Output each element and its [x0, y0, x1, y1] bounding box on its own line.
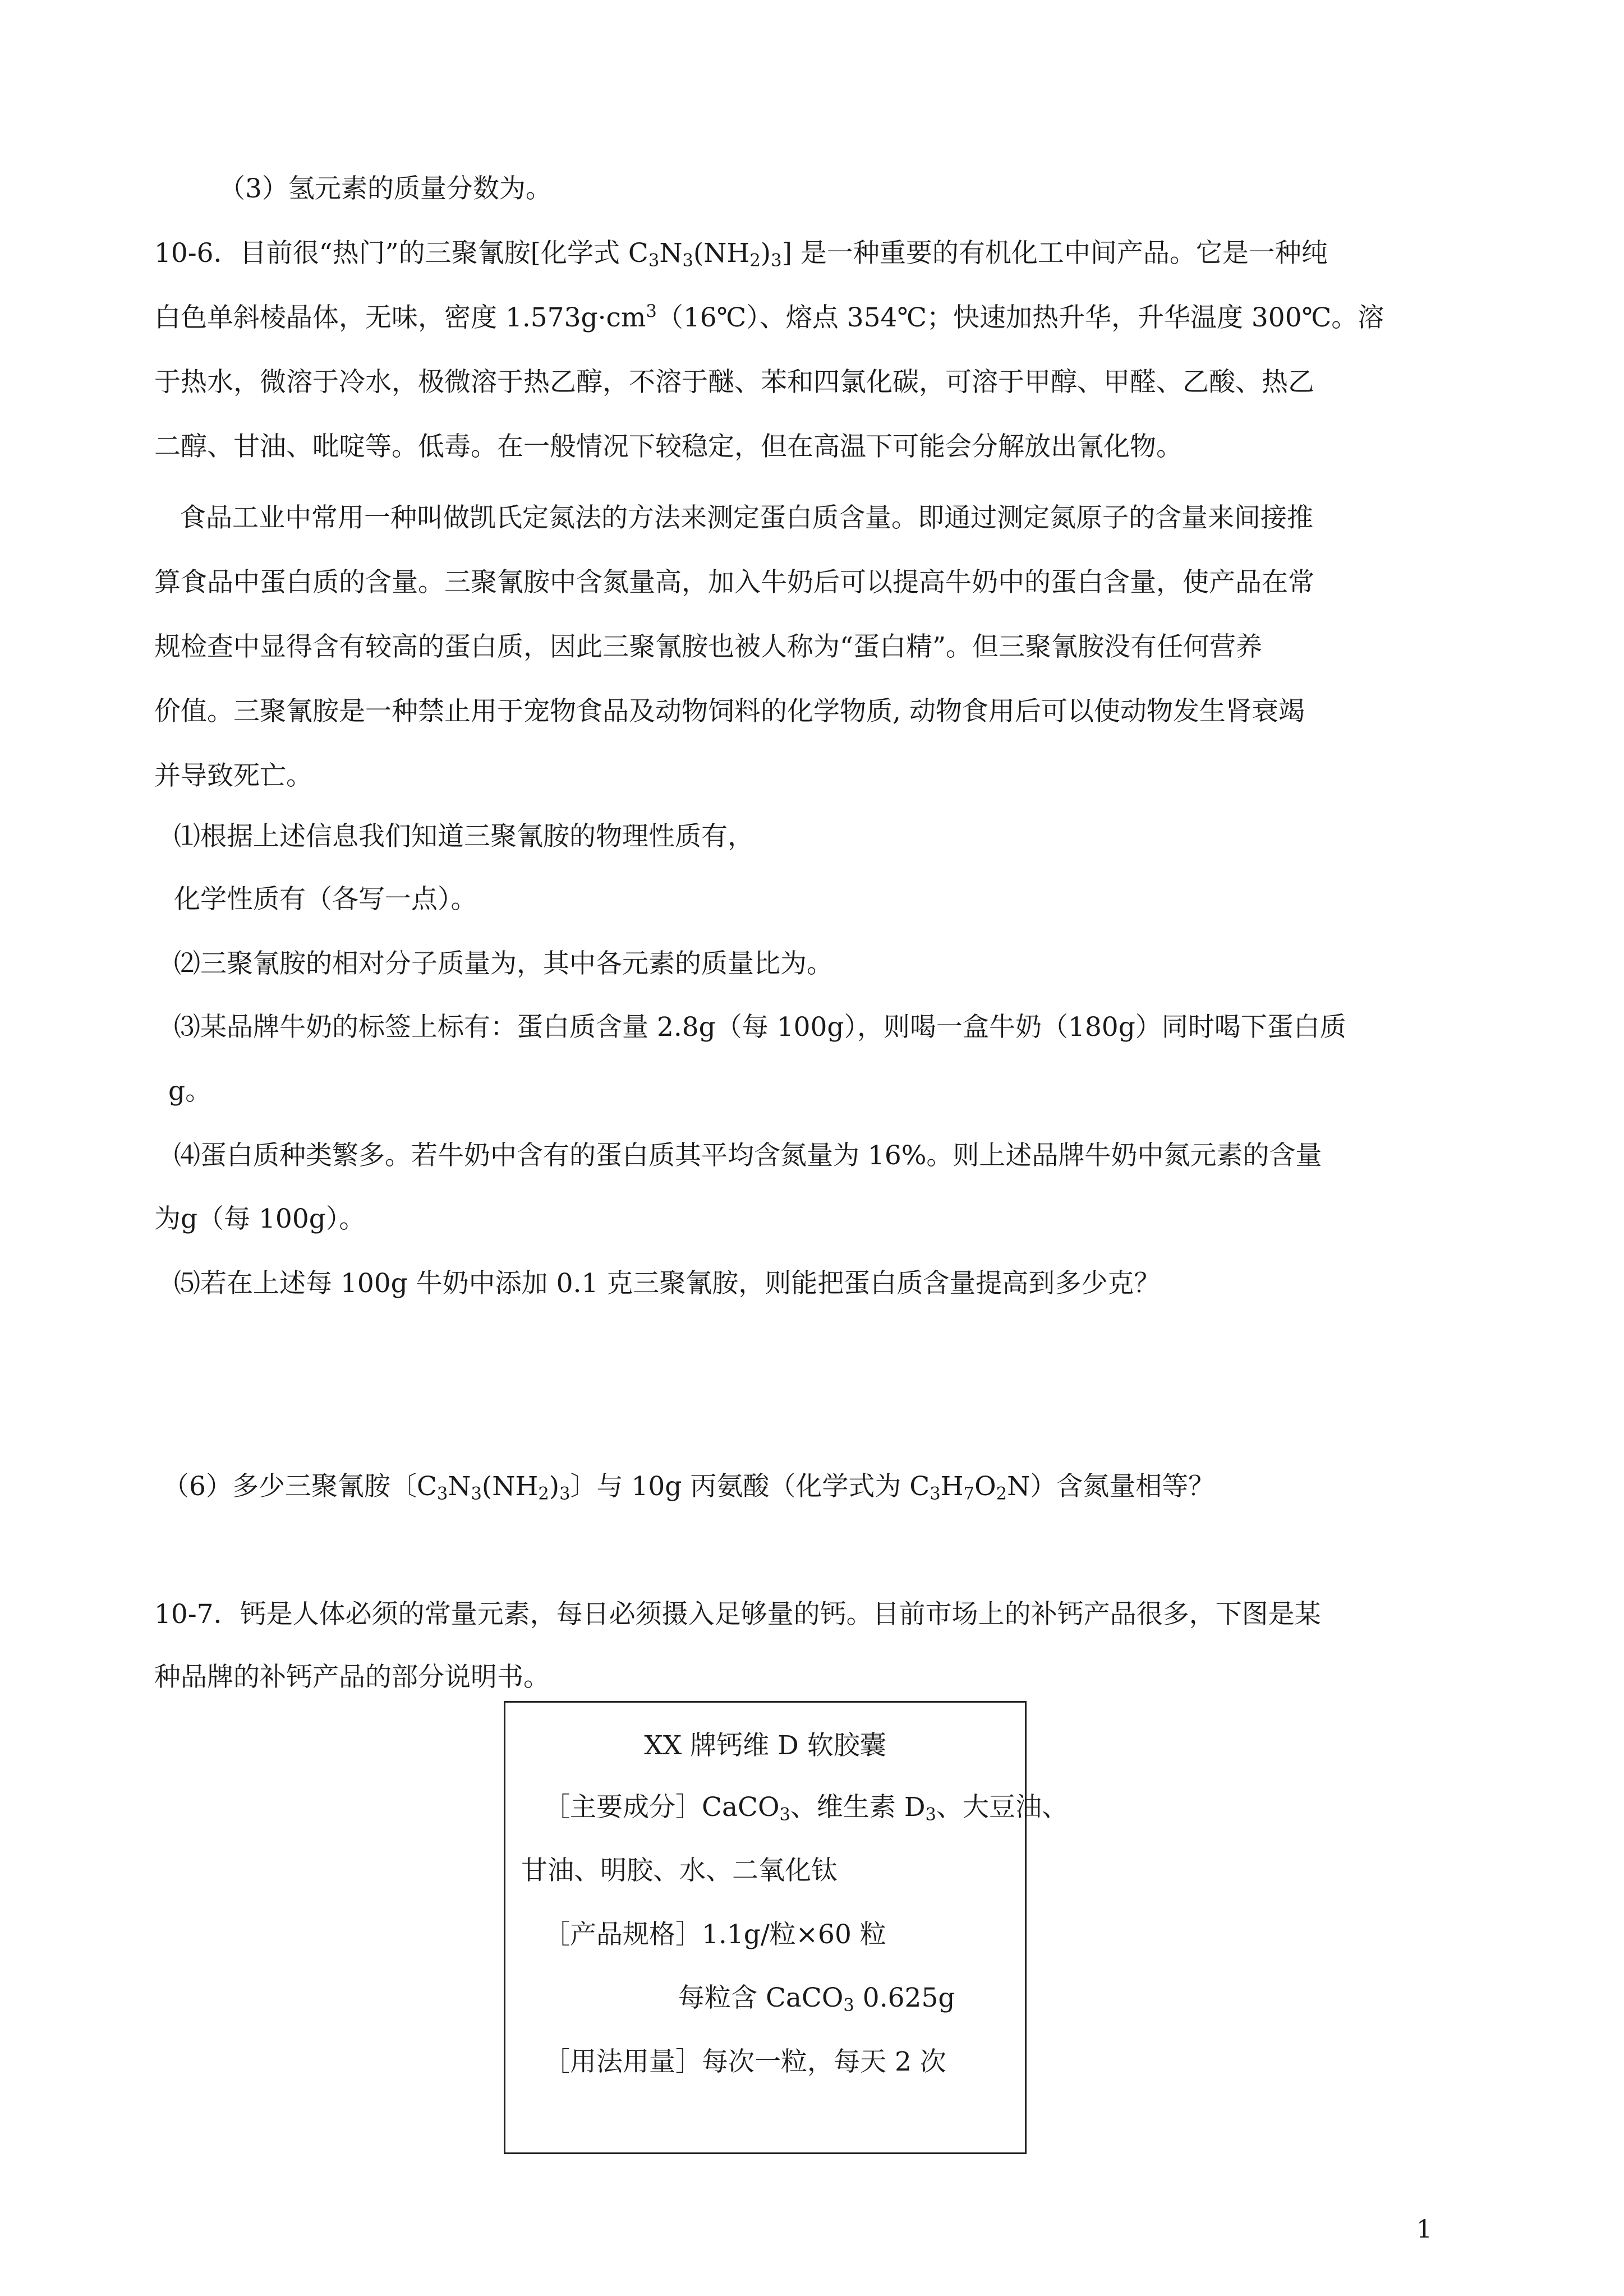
label-per-capsule: 每粒含 CaCO$_3$ 0.625g	[678, 1983, 955, 2016]
paragraph-line: 规检查中显得含有较高的蛋白质，因此三聚氰胺也被人称为“蛋白精”。但三聚氰胺没有任何营养	[154, 631, 1263, 662]
label-ingredients: ［主要成分］CaCO$_3$、维生素 $D_3$、大豆油、	[544, 1792, 1068, 1825]
paragraph-line: 食品工业中常用一种叫做凯氏定氮法的方法来测定蛋白质含量。即通过测定氮原子的含量来间接推	[180, 502, 1313, 533]
sub-question-5: ⑸若在上述每 100g 牛奶中添加 0.1 克三聚氰胺，则能把蛋白质含量提高到多少克？	[174, 1268, 1161, 1299]
label-ingredients-line2: 甘油、明胶、水、二氧化钛	[521, 1855, 838, 1886]
question-10-6-intro-line1: 10-6．目前很“热门”的三聚氰胺[化学式 $C_3N_3(NH_2)_3$] 是一种重要的有机化工中间产品。它是一种纯	[154, 238, 1328, 271]
sub-question-1: ⑴根据上述信息我们知道三聚氰胺的物理性质有，	[174, 821, 754, 852]
question-number: 10-7．	[154, 1599, 240, 1630]
product-label-box	[504, 1701, 1068, 2154]
sub-question-6: （6）多少三聚氰胺〔$C_3N_3(NH_2)_3$〕与 10g 丙氨酸（化学式为 $C_3H_7O_2N$）含氮量相等？	[163, 1471, 1215, 1504]
paragraph-line: 价值。三聚氰胺是一种禁止用于宠物食品及动物饲料的化学物质, 动物食用后可以使动物发生肾衰竭	[154, 696, 1305, 727]
paragraph-line: 并导致死亡。	[154, 760, 312, 791]
sub-question-3: ⑶某品牌牛奶的标签上标有：蛋白质含量 2.8g（每 100g），则喝一盒牛奶（180g）同时喝下蛋白质	[174, 1012, 1346, 1043]
sub-question-4: ⑷蛋白质种类繁多。若牛奶中含有的蛋白质其平均含氮量为 16%。则上述品牌牛奶中氮元素的含量	[174, 1140, 1322, 1171]
question-10-6-intro-line2: 白色单斜棱晶体，无味，密度 $1.573g\cdot cm^3(16℃)$、熔点 354℃；快速加热升华，升华温度 300℃。溶	[154, 302, 1384, 333]
question-number: 10-6．	[154, 238, 240, 269]
page-number: 1	[1416, 2215, 1432, 2244]
label-title: XX 牌钙维 D 软胶囊	[644, 1730, 886, 1761]
sub-question-2: ⑵三聚氰胺的相对分子质量为，其中各元素的质量比为。	[174, 948, 833, 979]
question-10-5-part3: （3）氢元素的质量分数为。	[219, 173, 552, 204]
question-10-6-intro-line3: 于热水，微溶于冷水，极微溶于热乙醇，不溶于醚、苯和四氯化碳，可溶于甲醇、甲醛、乙酸、热乙	[154, 367, 1314, 398]
sub-question-3-line2: g。	[168, 1076, 212, 1106]
question-10-6-intro-line4: 二醇、甘油、吡啶等。低毒。在一般情况下较稳定，但在高温下可能会分解放出氰化物。	[154, 431, 1183, 462]
question-10-7-line2: 种品牌的补钙产品的部分说明书。	[154, 1662, 550, 1693]
label-spec: ［产品规格］1.1g/粒×60 粒	[544, 1919, 886, 1950]
sub-question-4-line2: 为g（每 100g）。	[154, 1204, 366, 1234]
question-10-7-line1: 10-7．钙是人体必须的常量元素，每日必须摄入足够量的钙。目前市场上的补钙产品很多，下图是某	[154, 1599, 1321, 1630]
paragraph-line: 算食品中蛋白质的含量。三聚氰胺中含氮量高，加入牛奶后可以提高牛奶中的蛋白含量，使产品在常	[154, 567, 1314, 598]
label-usage: ［用法用量］每次一粒，每天 2 次	[544, 2046, 946, 2077]
sub-question-1-line2: 化学性质有（各写一点）。	[174, 884, 477, 915]
